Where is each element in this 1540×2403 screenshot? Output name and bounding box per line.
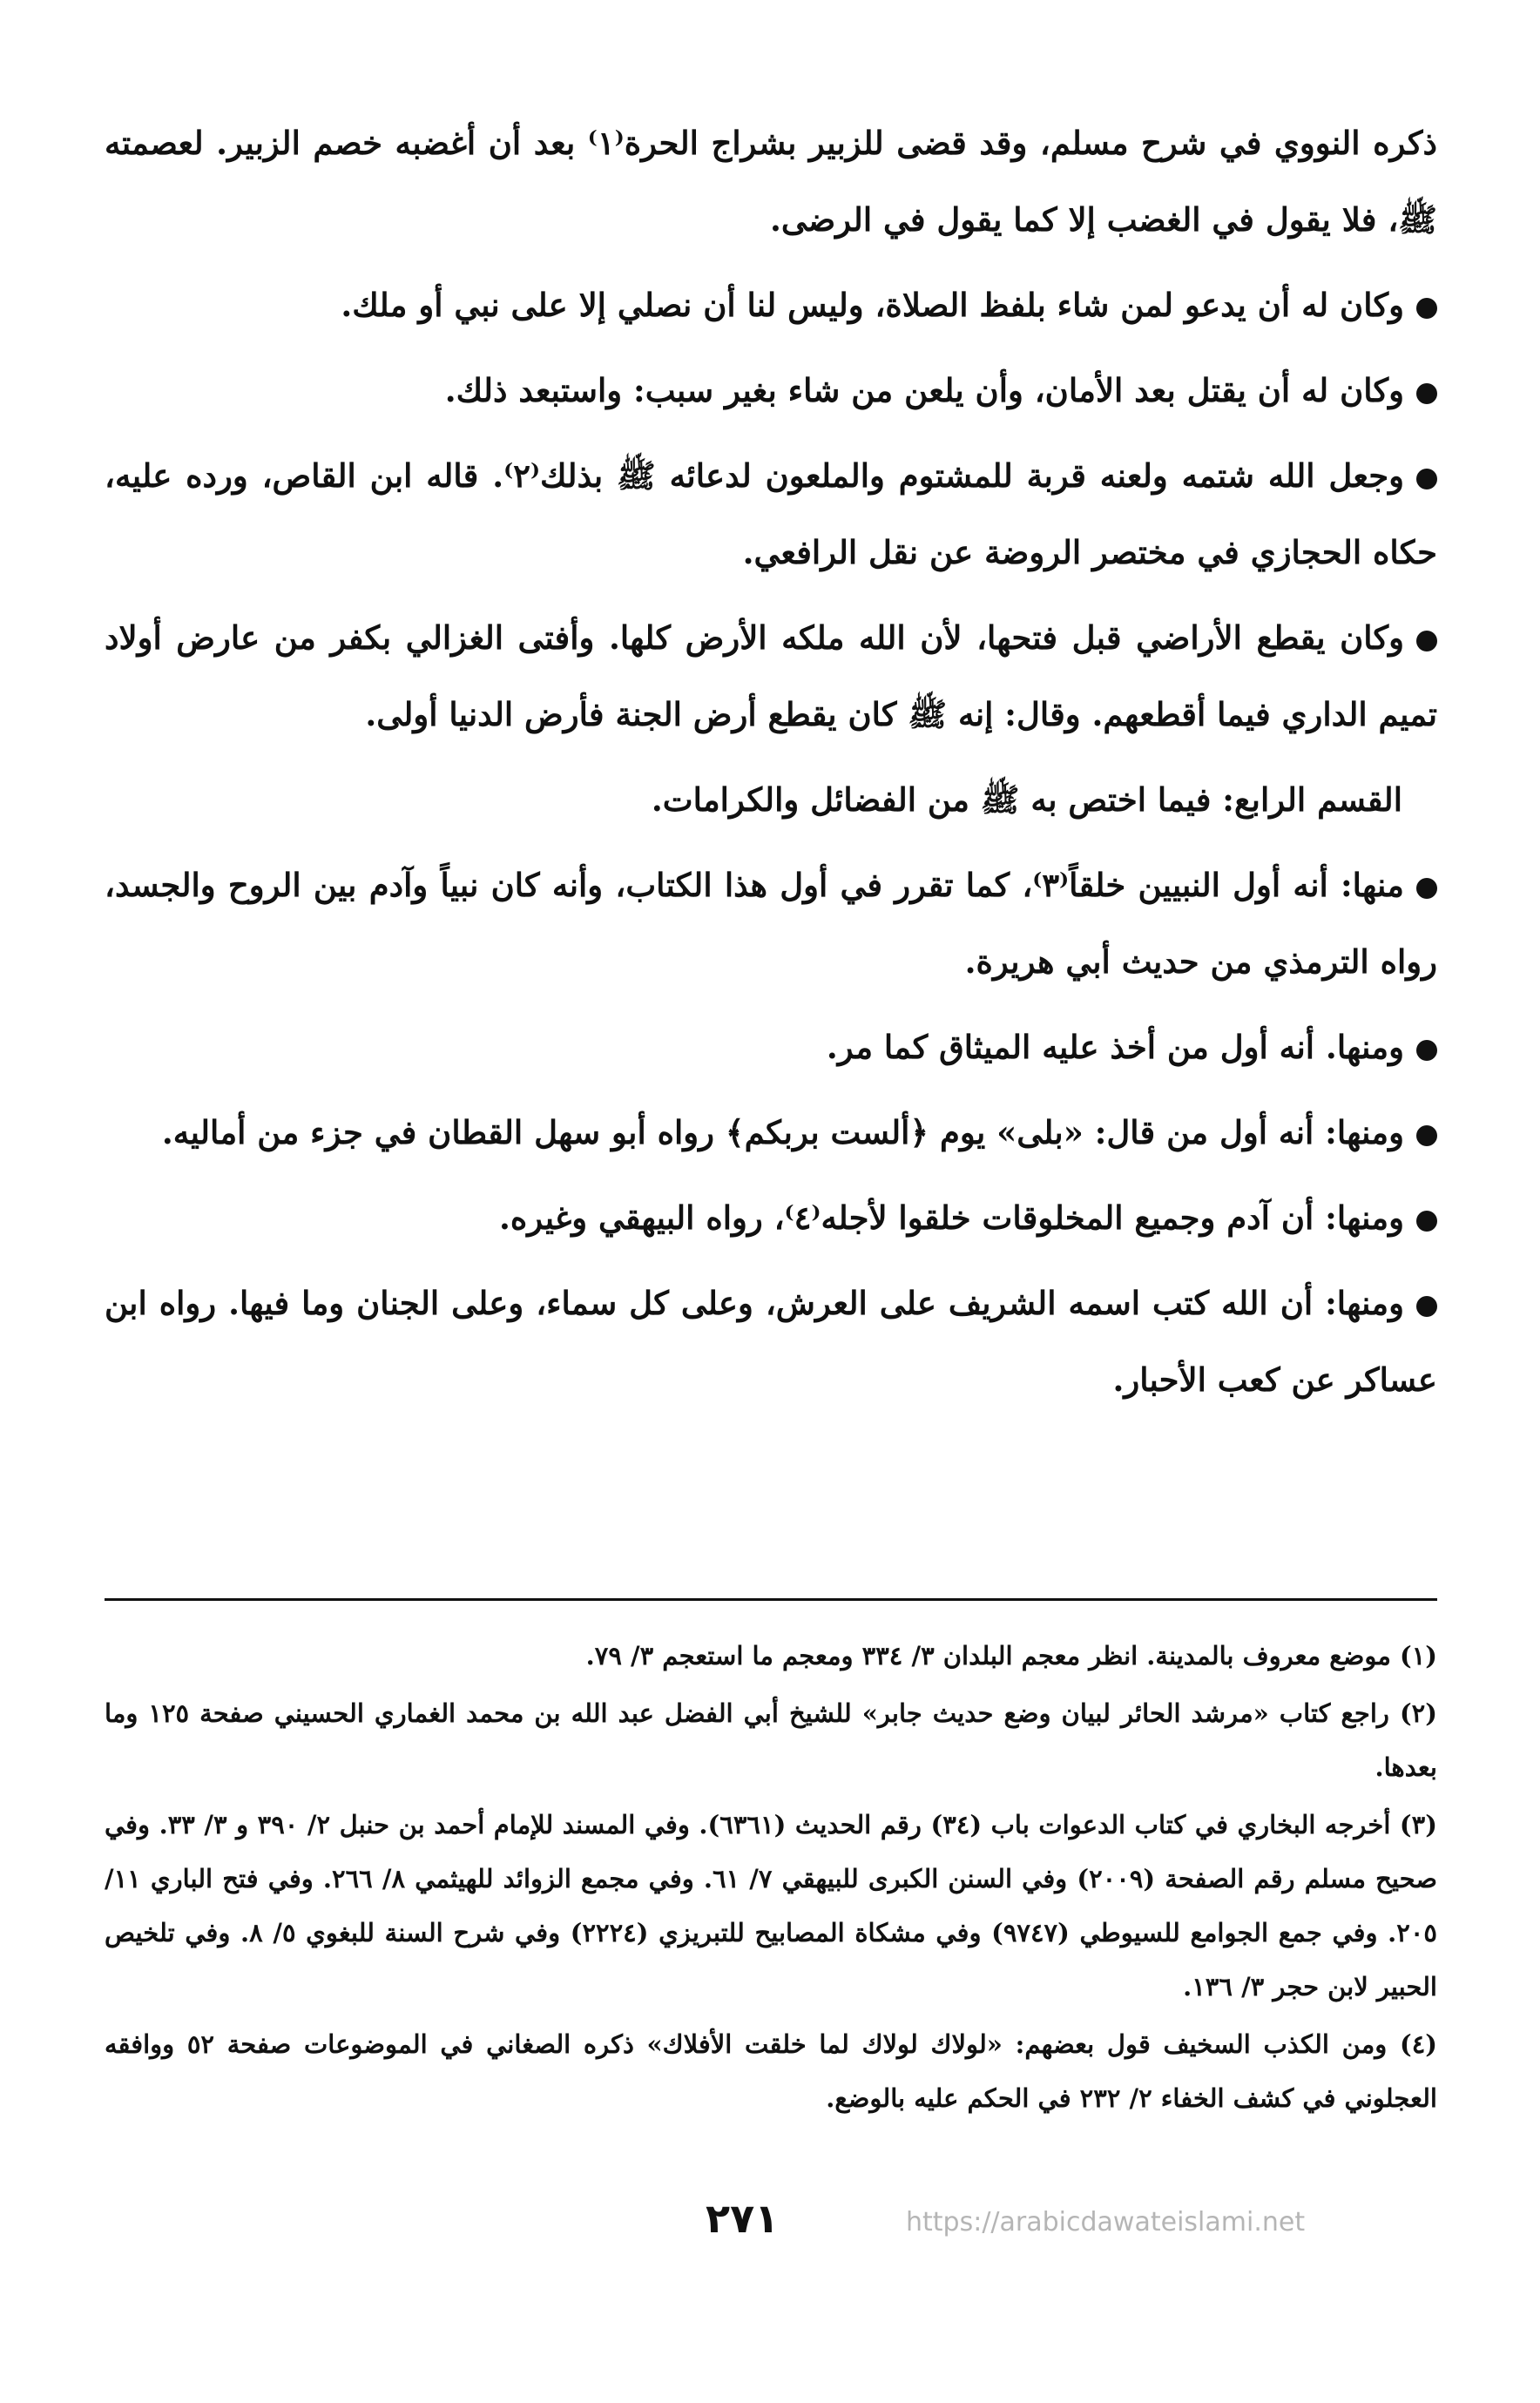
footnote-separator <box>105 1598 1437 1601</box>
footnotes <box>105 1629 1437 2129</box>
bullet-paragraph <box>105 1094 1437 1171</box>
footnote: (٤) ومن الكذب السخيف قول بعضهم: «لولاك لولاك لما خلقت الأفلاك» ذكره الصغاني في الموضوعات صفحة ٥٢ ووافقه العجلوني في كشف الخفاء ٢/ ٢٣٢ في الحكم عليه بالوضع. <box>105 2029 1437 2113</box>
bullet-icon <box>1416 383 1437 404</box>
paragraph-text: وكان له أن يدعو لمن شاء بلفظ الصلاة، وليس لنا أن نصلي إلا على نبي أو ملك. <box>341 286 1404 324</box>
bullet-paragraph <box>105 437 1437 591</box>
watermark-url: https://arabicdawateislami.net <box>906 2207 1306 2238</box>
paragraph-text: ذكره النووي في شرح مسلم، وقد قضى للزبير بشراج الحرة⁽١⁾ بعد أن أغضبه خصم الزبير. لعصمته ﷺ، فلا يقول في الغضب إلا كما يقول في الرضى. <box>105 124 1437 239</box>
bullet-paragraph <box>105 1265 1437 1418</box>
footnote: (١) موضع معروف بالمدينة. انظر معجم البلدان ٣/ ٣٣٤ ومعجم ما استعجم ٣/ ٧٩. <box>585 1641 1437 1671</box>
bullet-paragraph <box>105 1009 1437 1085</box>
bullet-icon <box>1416 1125 1437 1146</box>
bullet-paragraph <box>105 267 1437 343</box>
bullet-icon <box>1416 1211 1437 1232</box>
paragraph <box>105 105 1437 258</box>
paragraph-text: وكان له أن يقتل بعد الأمان، وأن يلعن من شاء بغير سبب: واستبعد ذلك. <box>444 371 1404 409</box>
bullet-paragraph <box>105 1179 1437 1256</box>
bullet-icon <box>1416 298 1437 319</box>
footnote: (٣) أخرجه البخاري في كتاب الدعوات باب (٣٤) رقم الحديث (٦٣٦١). وفي المسند للإمام أحمد بن حنبل ٢/ ٣٩٠ و ٣/ ٣٣. وفي صحيح مسلم رقم الصفحة (٢٠٠٩) وفي السنن الكبرى للبيهقي ٧/ ٦١. وفي مجمع الزوائد للهيثمي ٨/ ٢٦٦. وفي فتح الباري ١١/ ٢٠٥. وفي جمع الجوامع للسيوطي (٩٧٤٧) وفي مشكاة المصابيح للتبريزي (٢٢٢٤) وفي شرح السنة للبغوي ٥/ ٨. وفي تلخيص الحبير لابن حجر ٣/ ١٣٦. <box>105 1810 1437 2001</box>
page-number: ٢٧١ <box>706 2195 780 2242</box>
footnote: (٢) راجع كتاب «مرشد الحائر لبيان وضع حديث جابر» للشيخ أبي الفضل عبد الله بن محمد الغماري الحسيني صفحة ١٢٥ وما بعدها. <box>105 1698 1437 1782</box>
bullet-icon <box>1416 631 1437 651</box>
bullet-icon <box>1416 1040 1437 1061</box>
paragraph-text: منها: أنه أول النبيين خلقاً⁽٣⁾، كما تقرر في أول هذا الكتاب، وأنه كان نبياً وآدم بين الروح والجسد، رواه الترمذي من حديث أبي هريرة. <box>105 866 1437 981</box>
bullet-icon <box>1416 878 1437 899</box>
paragraph-text: ومنها: أن آدم وجميع المخلوقات خلقوا لأجله⁽٤⁾، رواه البيهقي وغيره. <box>499 1198 1404 1237</box>
bullet-paragraph <box>105 352 1437 429</box>
paragraph-text: وجعل الله شتمه ولعنه قربة للمشتوم والملعون لدعائه ﷺ بذلك⁽٢⁾. قاله ابن القاص، ورده عليه، حكاه الحجازي في مختصر الروضة عن نقل الرافعي. <box>105 456 1437 571</box>
paragraph-text: ومنها. أنه أول من أخذ عليه الميثاق كما مر. <box>826 1028 1404 1066</box>
paragraph-text: ومنها: أنه أول من قال: «بلى» يوم ﴿ألست بربكم﴾ رواه أبو سهل القطان في جزء من أماليه. <box>161 1113 1404 1151</box>
paragraph-text: وكان يقطع الأراضي قبل فتحها، لأن الله ملكه الأرض كلها. وأفتى الغزالي بكفر من عارض أولاد تميم الداري فيما أقطعهم. وقال: إنه ﷺ كان يقطع أرض الجنة فأرض الدنيا أولى. <box>105 618 1437 733</box>
paragraph-text: ومنها: أن الله كتب اسمه الشريف على العرش، وعلى كل سماء، وعلى الجنان وما فيها. رواه ابن عساكر عن كعب الأحبار. <box>105 1284 1437 1399</box>
bullet-paragraph <box>105 847 1437 1000</box>
main-text <box>105 105 1437 1427</box>
section-heading <box>105 761 1402 838</box>
bullet-paragraph <box>105 599 1437 753</box>
section-heading-text: القسم الرابع: فيما اختص به ﷺ من الفضائل والكرامات. <box>651 780 1402 819</box>
bullet-icon <box>1416 469 1437 489</box>
bullet-icon <box>1416 1296 1437 1317</box>
